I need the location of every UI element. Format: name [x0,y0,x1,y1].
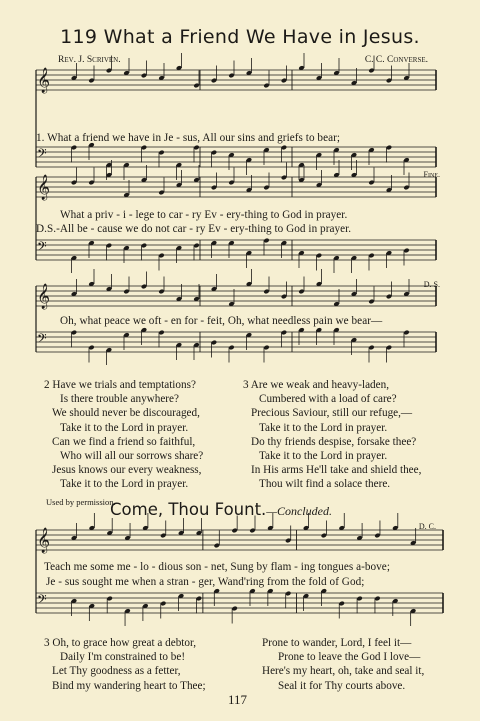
verse-line: Take it to the Lord in prayer. [259,450,388,463]
bass-clef: 𝄢 [37,592,47,610]
verse-line: Here's my heart, oh, take and seal it, [262,665,425,678]
system2-lyric-b: D.S.-All be - cause we do not car - ry Ev - ery-thing to God in prayer. [36,223,352,235]
verse-line: Take it to the Lord in prayer. [60,421,189,434]
hymn2-lyric-b: Je - sus sought me when a stran - ger, Wand'ring from the fold of God; [46,576,365,588]
verse-line: Do thy friends despise, forsake thee? [251,435,417,448]
verse-line: Take it to the Lord in prayer. [60,478,189,491]
treble-clef: 𝄞 [37,175,51,200]
verse-line: Thou wilt find a solace there. [259,478,391,491]
hymn2-verse-3-right [262,636,424,693]
bass-clef: 𝄢 [37,239,47,257]
verse-line: Take it to the Lord in prayer. [259,421,388,434]
hymn2-subtitle: —Concluded. [266,504,332,518]
verse-line: Can we find a friend so faithful, [52,435,196,448]
hymn-title [0,26,480,48]
bass-clef: 𝄢 [37,331,47,349]
hymn2-verse-3-left [44,636,206,693]
verse-line: Precious Saviour, still our refuge,— [251,407,413,420]
verse-line: Who will all our sorrows share? [60,450,204,463]
verse-line: Prone to leave the God I love— [278,651,421,664]
verse-line: 2 Have we trials and temptations? [44,379,196,391]
system1-lyric: 1. What a friend we have in Je - sus, All our sins and griefs to bear; [36,132,341,144]
treble-clef: 𝄞 [37,528,51,553]
verse-line: In His arms He'll take and shield thee, [251,464,422,477]
bass-clef: 𝄢 [37,146,47,164]
verse-line: Seal it for Thy courts above. [278,679,406,692]
hymn-number: 119 [60,26,98,48]
treble-clef: 𝄞 [37,68,51,93]
verse-line: Let Thy goodness as a fetter, [52,665,181,678]
treble-clef: 𝄞 [37,284,51,309]
verse-line: Cumbered with a load of care? [259,393,397,406]
verse-2 [44,378,203,492]
hymn2-title-text: Come, Thou Fount. [110,500,267,519]
hymn2-lyric-a: Teach me some me - lo - dious son - net, Sung by flam - ing tongues a-bove; [44,561,390,573]
page-number: 117 [228,692,248,707]
hymn-title-text: What a Friend We Have in Jesus. [103,26,420,48]
system3-lyric: Oh, what peace we oft - en for - feit, Oh, what needless pain we bear— [60,315,383,327]
system2-lyric-a: What a priv - i - lege to car - ry Ev - ery-thing to God in prayer. [60,209,348,221]
verse-line: 3 Are we weak and heavy-laden, [243,379,389,391]
verse-line: Bind my wandering heart to Thee; [52,679,206,692]
verse-line: We should never be discouraged, [52,407,200,420]
verse-3 [243,378,421,492]
verse-line: Jesus knows our every weakness, [52,464,202,477]
fine-mark: Fine. [423,170,440,179]
verse-line: Is there trouble anywhere? [60,393,179,406]
verse-line: 3 Oh, to grace how great a debtor, [44,637,197,649]
author-credit: Rev. J. Scriven. [58,55,121,65]
hymn2-title [110,500,332,519]
permission-note: Used by permission. [46,497,116,507]
verse-line: Daily I'm constrained to be! [60,651,186,664]
composer-credit: C. C. Converse. [364,55,428,65]
ds-mark: D. S. [423,280,440,289]
dc-mark: D. C. [418,522,436,531]
verse-line: Prone to wander, Lord, I feel it— [262,637,412,649]
